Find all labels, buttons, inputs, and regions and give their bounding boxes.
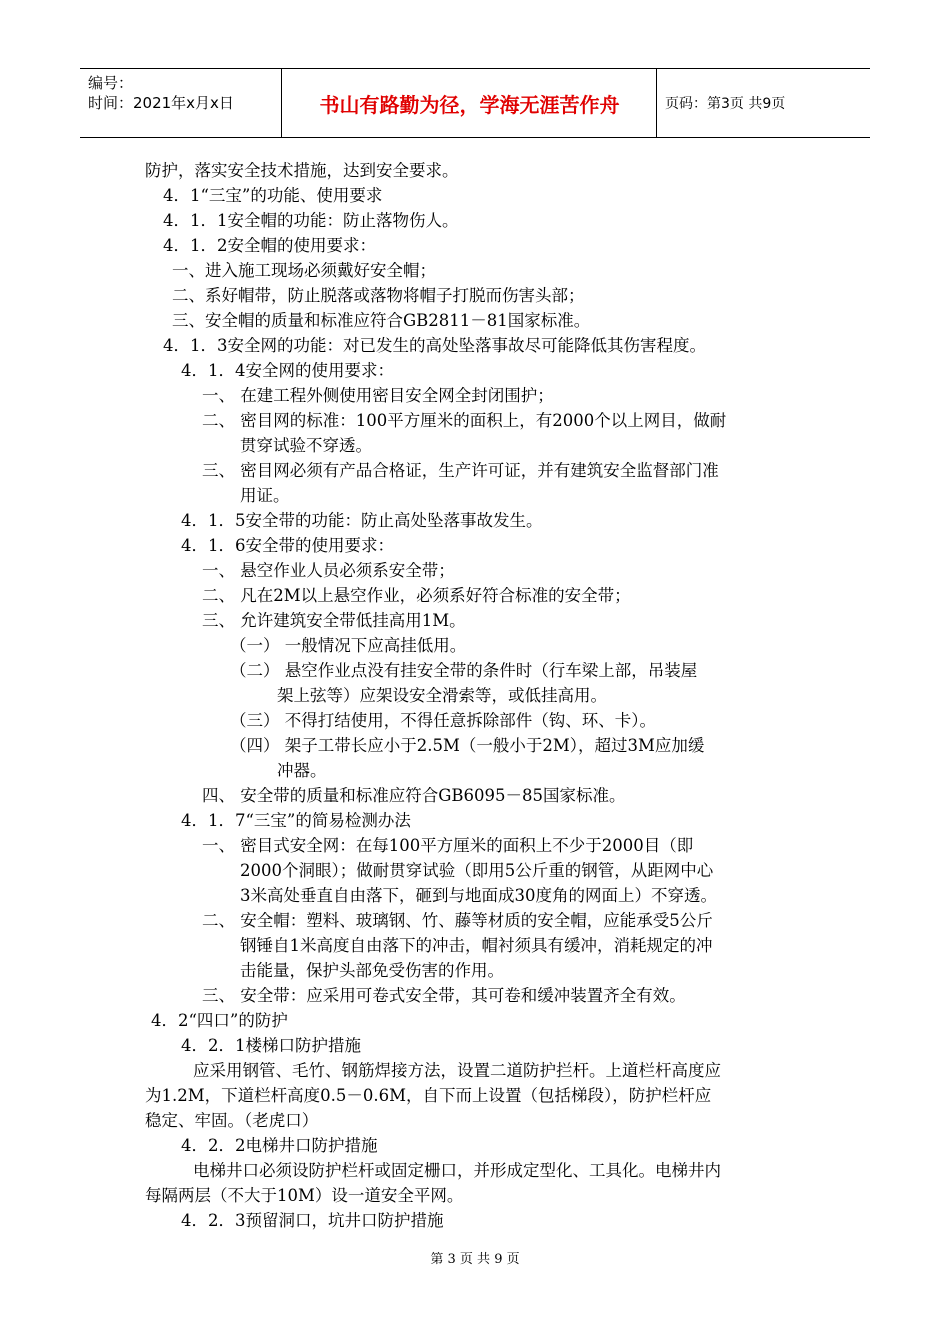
subsection-heading: 4．1．6安全带的使用要求： bbox=[181, 536, 394, 555]
document-date: 时间：2021年x月x日 bbox=[88, 94, 234, 112]
page-header bbox=[80, 68, 870, 138]
subsection-heading: 4．2．2电梯井口防护措施 bbox=[181, 1136, 378, 1155]
subsection-heading: 4．1．7“三宝”的简易检测办法 bbox=[181, 811, 411, 830]
list-item: 二、系好帽带，防止脱落或落物将帽子打脱而伤害头部； bbox=[172, 286, 585, 305]
list-item-continuation: 用证。 bbox=[240, 486, 290, 505]
list-item: 二、 安全帽：塑料、玻璃钢、竹、藤等材质的安全帽，应能承受5公斤 bbox=[202, 911, 713, 930]
header-divider bbox=[656, 69, 657, 137]
sub-list-item: （四） 架子工带长应小于2.5M（一般小于2M），超过3M应加缓 bbox=[230, 736, 705, 755]
list-item: 三、 安全带：应采用可卷式安全带，其可卷和缓冲装置齐全有效。 bbox=[202, 986, 686, 1005]
list-item: 三、 密目网必须有产品合格证，生产许可证，并有建筑安全监督部门准 bbox=[202, 461, 719, 480]
list-item: 一、 在建工程外侧使用密目安全网全封闭围护； bbox=[202, 386, 554, 405]
subsection-heading: 4．1．1安全帽的功能：防止落物伤人。 bbox=[163, 211, 459, 230]
header-motto: 书山有路勤为径，学海无涯苦作舟 bbox=[319, 92, 620, 117]
sub-list-item-continuation: 架上弦等）应架设安全滑索等，或低挂高用。 bbox=[277, 686, 607, 705]
list-item: 二、 密目网的标准：100平方厘米的面积上，有2000个以上网目，做耐 bbox=[202, 411, 727, 430]
subsection-heading: 4．1．4安全网的使用要求： bbox=[181, 361, 394, 380]
text-line: 防护，落实安全技术措施，达到安全要求。 bbox=[145, 161, 459, 180]
list-item: 一、进入施工现场必须戴好安全帽； bbox=[172, 261, 436, 280]
header-meta bbox=[88, 73, 234, 113]
list-item: 三、安全帽的质量和标准应符合GB2811－81国家标准。 bbox=[172, 311, 591, 330]
sub-list-item: （二） 悬空作业点没有挂安全带的条件时（行车梁上部，吊装屋 bbox=[230, 661, 698, 680]
list-item-continuation: 钢锤自1米高度自由落下的冲击，帽衬须具有缓冲，消耗规定的冲 bbox=[240, 936, 713, 955]
paragraph-line: 应采用钢管、毛竹、钢筋焊接方法，设置二道防护拦杆。上道栏杆高度应 bbox=[193, 1061, 721, 1080]
subsection-heading: 4．1．3安全网的功能：对已发生的高处坠落事故尽可能降低其伤害程度。 bbox=[163, 336, 706, 355]
list-item: 一、 密目式安全网：在每100平方厘米的面积上不少于2000目（即 bbox=[202, 836, 694, 855]
subsection-heading: 4．1．5安全带的功能：防止高处坠落事故发生。 bbox=[181, 511, 543, 530]
paragraph-line: 稳定、牢固。（老虎口） bbox=[145, 1111, 319, 1130]
list-item-continuation: 3米高处垂直自由落下，砸到与地面成30度角的网面上）不穿透。 bbox=[240, 886, 717, 905]
header-page-info: 页码：第3页 共9页 bbox=[665, 96, 786, 112]
list-item: 二、 凡在2M以上悬空作业，必须系好符合标准的安全带； bbox=[202, 586, 631, 605]
list-item: 一、 悬空作业人员必须系安全带； bbox=[202, 561, 455, 580]
header-divider bbox=[281, 69, 282, 137]
subsection-heading: 4．1．2安全帽的使用要求： bbox=[163, 236, 376, 255]
subsection-heading: 4．2．3预留洞口，坑井口防护措施 bbox=[181, 1211, 444, 1230]
section-heading: 4．1“三宝”的功能、使用要求 bbox=[163, 186, 383, 205]
list-item-continuation: 贯穿试验不穿透。 bbox=[240, 436, 372, 455]
page-footer: 第 3 页 共 9 页 bbox=[430, 1252, 520, 1267]
section-heading: 4．2“四口”的防护 bbox=[151, 1011, 288, 1030]
list-item-continuation: 2000个洞眼）；做耐贯穿试验（即用5公斤重的钢管，从距网中心 bbox=[240, 861, 714, 880]
list-item: 四、 安全带的质量和标准应符合GB6095－85国家标准。 bbox=[202, 786, 626, 805]
subsection-heading: 4．2．1楼梯口防护措施 bbox=[181, 1036, 361, 1055]
paragraph-line: 每隔两层（不大于10M）设一道安全平网。 bbox=[145, 1186, 464, 1205]
paragraph-line: 电梯井口必须设防护栏杆或固定栅口，并形成定型化、工具化。电梯井内 bbox=[193, 1161, 721, 1180]
sub-list-item: （三） 不得打结使用，不得任意拆除部件（钩、环、卡）。 bbox=[230, 711, 656, 730]
list-item-continuation: 击能量，保护头部免受伤害的作用。 bbox=[240, 961, 504, 980]
paragraph-line: 为1.2M，下道栏杆高度0.5－0.6M，自下而上设置（包括梯段），防护栏杆应 bbox=[145, 1086, 712, 1105]
document-number: 编号： bbox=[88, 74, 134, 92]
sub-list-item: （一） 一般情况下应高挂低用。 bbox=[230, 636, 467, 655]
list-item: 三、 允许建筑安全带低挂高用1M。 bbox=[202, 611, 466, 630]
sub-list-item-continuation: 冲器。 bbox=[277, 761, 327, 780]
